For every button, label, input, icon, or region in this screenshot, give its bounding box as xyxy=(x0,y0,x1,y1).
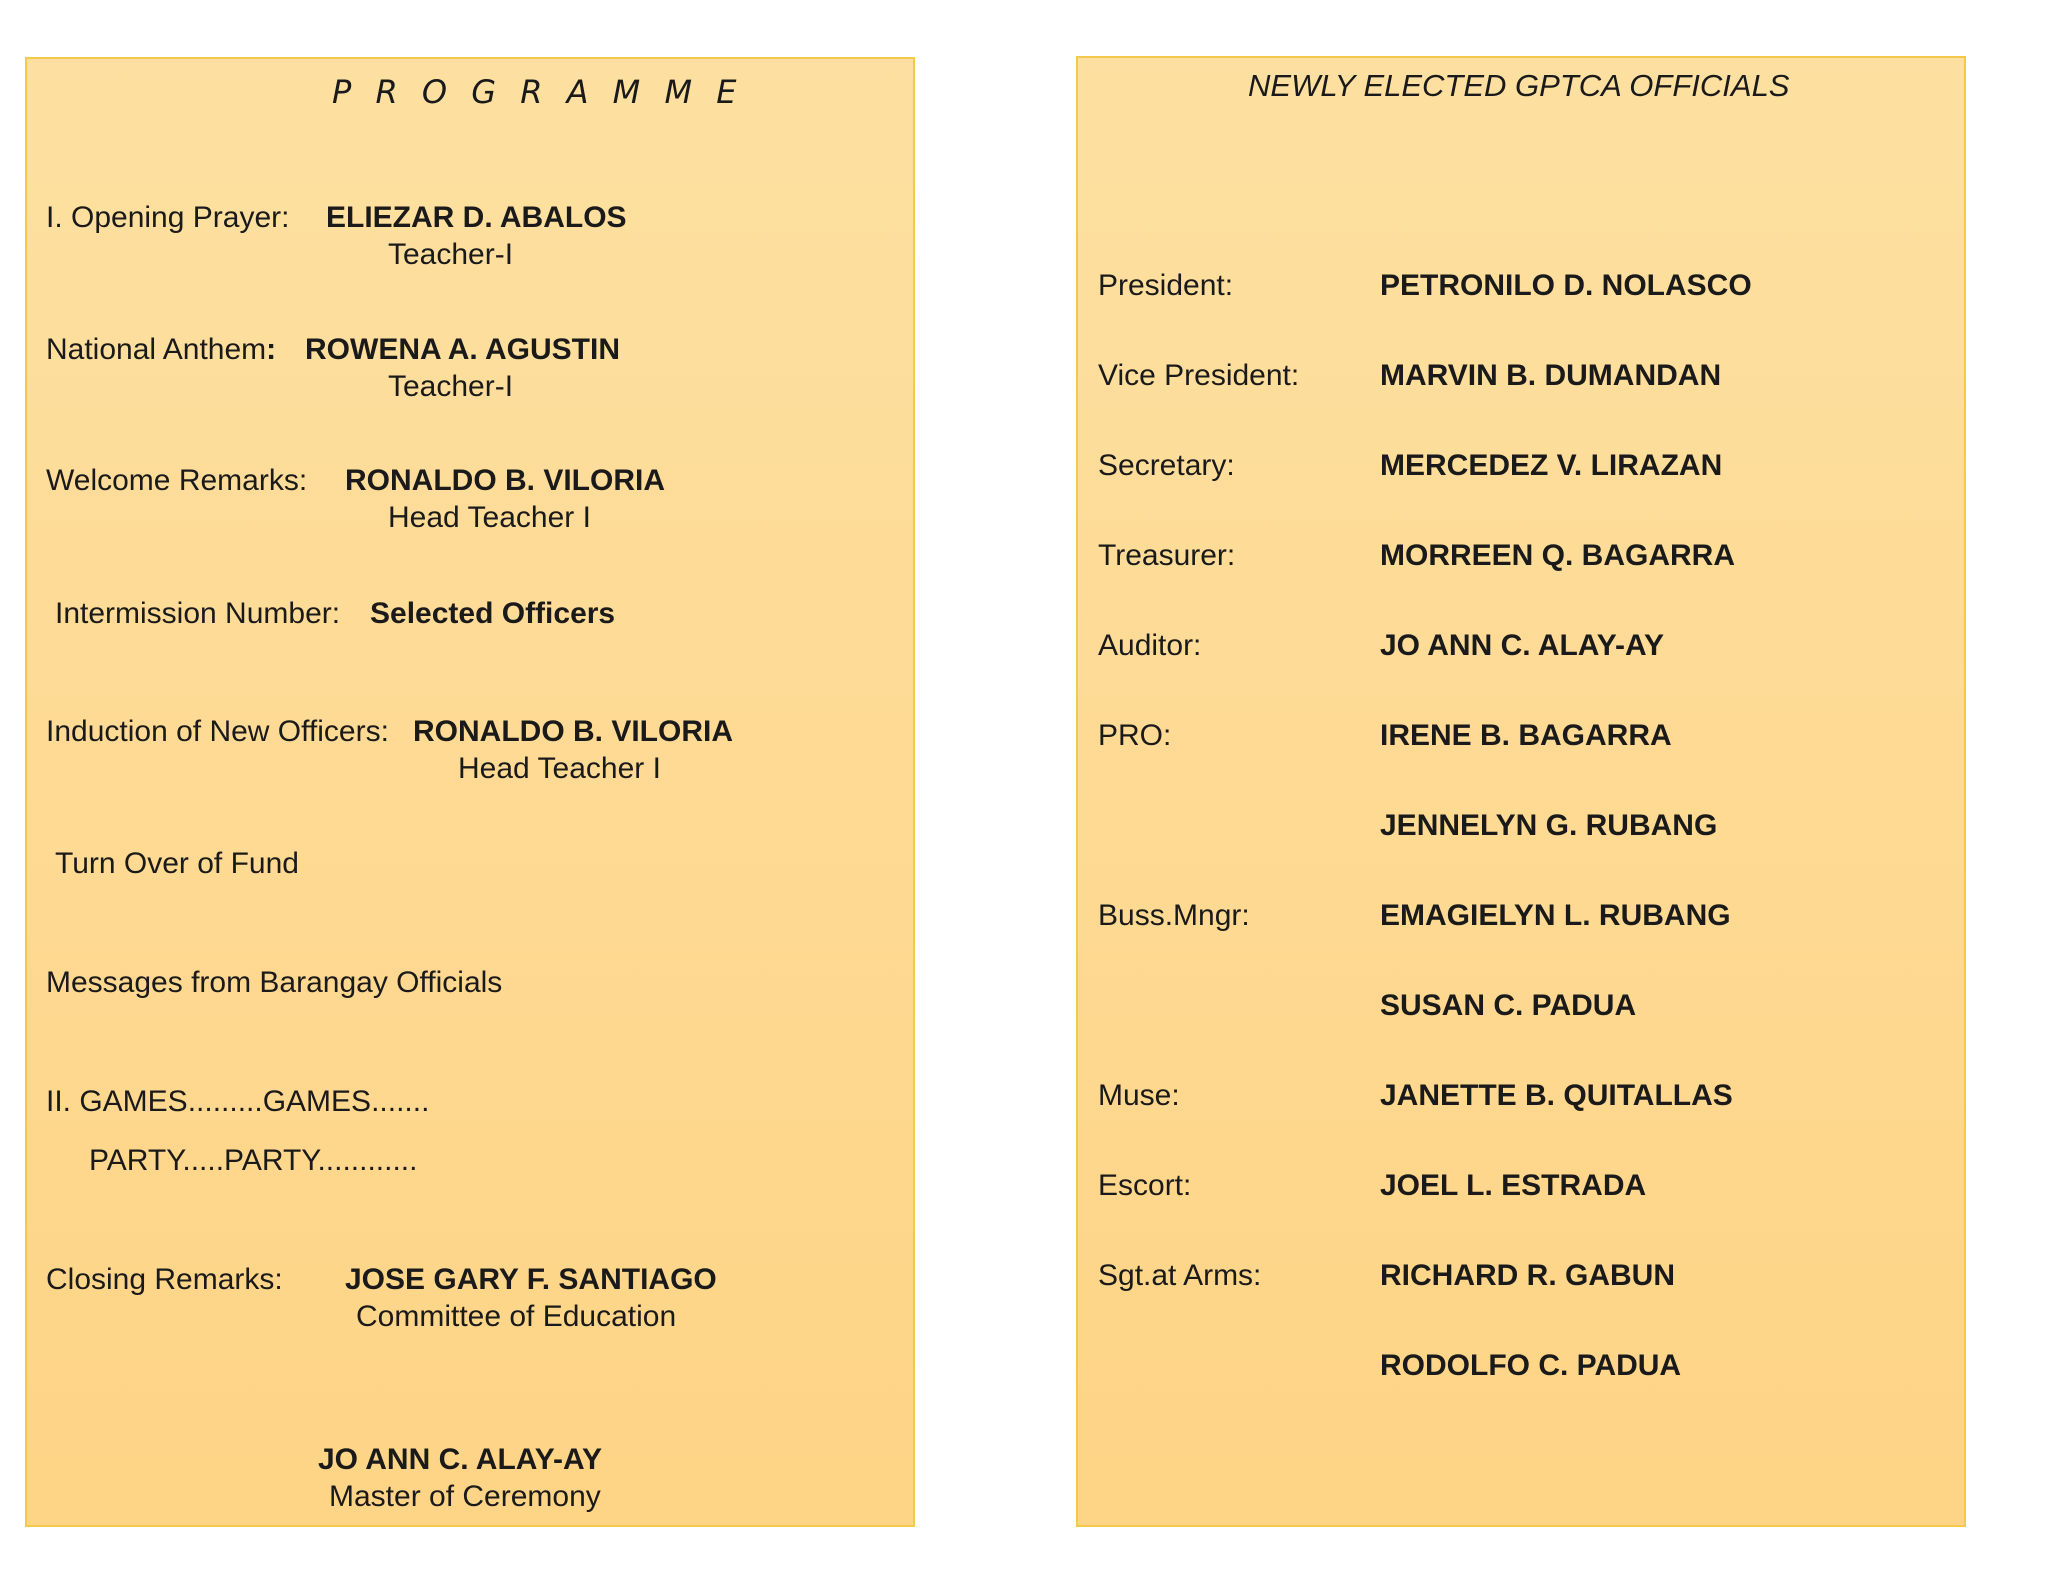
closing-remarks-position: Committee of Education xyxy=(356,1300,677,1333)
welcome-remarks-name: RONALDO B. VILORIA xyxy=(345,464,665,497)
official-role: Sgt.at Arms: xyxy=(1098,1259,1262,1292)
officials-title: NEWLY ELECTED GPTCA OFFICIALS xyxy=(1248,68,1790,103)
intermission-label: Intermission Number: xyxy=(55,597,341,630)
official-name: IRENE B. BAGARRA xyxy=(1380,719,1672,752)
induction-position: Head Teacher I xyxy=(458,752,661,785)
welcome-remarks-label: Welcome Remarks: xyxy=(46,464,308,497)
emcee-role: Master of Ceremony xyxy=(329,1480,601,1513)
official-name: PETRONILO D. NOLASCO xyxy=(1380,269,1752,302)
official-role: Auditor: xyxy=(1098,629,1202,662)
closing-remarks-label: Closing Remarks: xyxy=(46,1263,283,1296)
official-name: MERCEDEZ V. LIRAZAN xyxy=(1380,449,1723,482)
induction-name: RONALDO B. VILORIA xyxy=(413,715,733,748)
programme-title: P R O G R A M M E xyxy=(332,73,744,111)
official-role: President: xyxy=(1098,269,1234,302)
intermission-name: Selected Officers xyxy=(370,597,616,630)
national-anthem-name: ROWENA A. AGUSTIN xyxy=(305,333,620,366)
party-line: PARTY.....PARTY............ xyxy=(89,1144,418,1177)
messages-barangay-officials: Messages from Barangay Officials xyxy=(46,966,503,999)
official-name: MORREEN Q. BAGARRA xyxy=(1380,539,1736,572)
opening-prayer-position: Teacher-I xyxy=(388,238,514,271)
official-name: JOEL L. ESTRADA xyxy=(1380,1169,1647,1202)
turn-over-of-fund: Turn Over of Fund xyxy=(55,847,299,880)
welcome-remarks-position: Head Teacher I xyxy=(388,501,591,534)
official-name: JENNELYN G. RUBANG xyxy=(1380,809,1718,842)
official-name: RODOLFO C. PADUA xyxy=(1380,1349,1682,1382)
induction-label: Induction of New Officers: xyxy=(46,715,389,748)
official-name: RICHARD R. GABUN xyxy=(1380,1259,1675,1292)
national-anthem-label: National Anthem: xyxy=(46,333,277,366)
official-name: EMAGIELYN L. RUBANG xyxy=(1380,899,1731,932)
official-name: MARVIN B. DUMANDAN xyxy=(1380,359,1722,392)
official-role: Escort: xyxy=(1098,1169,1192,1202)
national-anthem-position: Teacher-I xyxy=(388,370,514,403)
emcee-name: JO ANN C. ALAY-AY xyxy=(318,1443,602,1476)
official-role: Treasurer: xyxy=(1098,539,1236,572)
official-role: Secretary: xyxy=(1098,449,1235,482)
official-role: Muse: xyxy=(1098,1079,1180,1112)
official-role: Buss.Mngr: xyxy=(1098,899,1250,932)
official-name: SUSAN C. PADUA xyxy=(1380,989,1637,1022)
official-name: JANETTE B. QUITALLAS xyxy=(1380,1079,1733,1112)
official-role: Vice President: xyxy=(1098,359,1300,392)
opening-prayer-label: I. Opening Prayer: xyxy=(46,201,290,234)
closing-remarks-name: JOSE GARY F. SANTIAGO xyxy=(345,1263,717,1296)
official-role: PRO: xyxy=(1098,719,1172,752)
games-line: II. GAMES.........GAMES....... xyxy=(46,1085,430,1118)
official-name: JO ANN C. ALAY-AY xyxy=(1380,629,1664,662)
opening-prayer-name: ELIEZAR D. ABALOS xyxy=(326,201,627,234)
